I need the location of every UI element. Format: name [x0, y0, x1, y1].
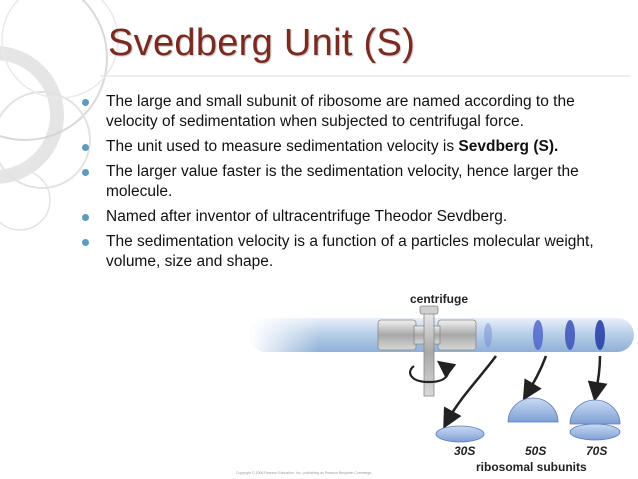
bullet-dot-icon [82, 214, 89, 221]
bullet-list [82, 92, 622, 277]
bullet-text: The sedimentation velocity is a function of a particles molecular weight, volume, size and shape. [106, 233, 594, 270]
subunit-70s-shape [570, 400, 620, 440]
bullet-item [82, 92, 622, 132]
bullet-dot-icon [82, 239, 89, 246]
bullet-item [82, 232, 622, 272]
centrifuge-figure [228, 288, 638, 479]
centrifuge-illustration [228, 288, 638, 479]
bullet-text-end: . [554, 138, 559, 155]
copyright-notice: Copyright © 2006 Pearson Education, Inc., publishing as Pearson Benjamin Cummings. [236, 471, 373, 475]
bullet-text: The large and small subunit of ribosome are named according to the velocity of sedimentation when subjected to centrifugal force. [106, 93, 575, 130]
subunit-50s-label: 50S [525, 444, 547, 458]
subunit-30s-label: 30S [454, 444, 476, 458]
bullet-item [82, 137, 622, 157]
bullet-text: The larger value faster is the sedimentation velocity, hence larger the molecule. [106, 163, 579, 200]
subunit-30s-shape [436, 426, 484, 442]
subunit-70s-label: 70S [586, 444, 608, 458]
subunit-50s-shape [508, 398, 558, 422]
bullet-dot-icon [82, 99, 89, 106]
bullet-bold-term: Sevdberg (S) [458, 138, 554, 155]
bullet-item [82, 207, 622, 227]
bullet-dot-icon [82, 144, 89, 151]
bullet-dot-icon [82, 169, 89, 176]
bullet-text: The unit used to measure sedimentation velocity is [106, 138, 459, 155]
slide-title: Svedberg Unit (S) [108, 22, 416, 64]
bullet-text: Named after inventor of ultracentrifuge Theodor Sevdberg. [106, 208, 508, 225]
ribosomal-subunits-caption: ribosomal subunits [476, 460, 587, 474]
centrifuge-label: centrifuge [410, 292, 469, 306]
bullet-item [82, 162, 622, 202]
